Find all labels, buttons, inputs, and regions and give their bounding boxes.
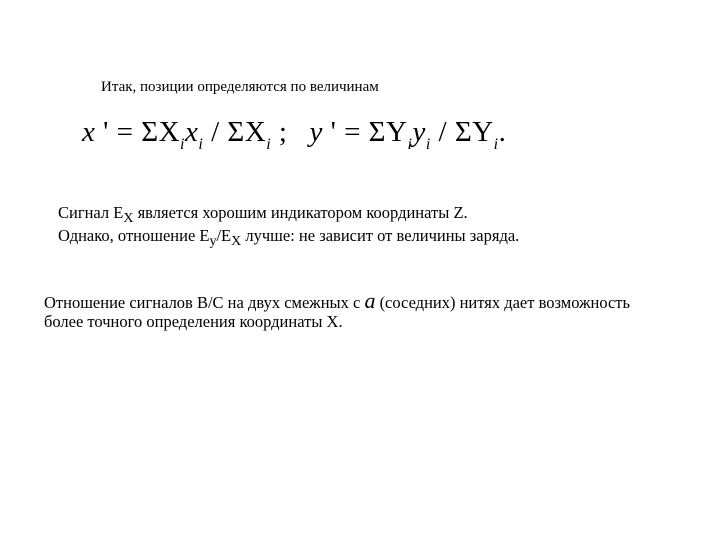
paragraph1-line1 [58,203,468,226]
position-formula [82,116,507,153]
formula-sub-i-3: i [266,136,272,153]
formula-y-mid: y [412,116,426,148]
formula-y-lhs: y [309,116,323,148]
p1-l1-sub: X [123,211,134,226]
p1-l2-mid: /E [216,226,232,245]
formula-y-sep: / ΣY [430,116,494,148]
formula-end: . [498,116,507,148]
formula-y-prime-eq: ' = ΣY [322,116,408,148]
formula-x-prime-eq: ' = ΣX [95,116,181,148]
p1-l2-pre: Однако, отношение E [58,226,210,245]
p2-l1-pre: Отношение сигналов B/C на двух смежных с [44,293,365,312]
formula-x-lhs: x [82,116,96,148]
paragraph2-line1 [44,290,630,312]
p1-l2-post: лучше: не зависит от величины заряда. [241,226,520,245]
formula-sub-i-6: i [493,136,499,153]
p2-l1-post: (соседних) нитях дает возможность [375,293,631,312]
formula-sub-i-5: i [425,136,431,153]
formula-x-mid: x [184,116,199,148]
p1-l2-sub2: X [231,234,242,249]
p1-l1-post: является хорошим индикатором координаты Z. [133,203,468,222]
formula-x-sep: / ΣX [203,116,267,148]
intro-text: Итак, позиции определяются по величинам [101,79,379,95]
p2-l1-a: a [364,288,376,313]
p1-l2-sub1: y [209,234,217,249]
formula-semicolon: ; [271,116,288,148]
formula-sub-i-2: i [198,136,204,153]
formula-sub-i-4: i [407,136,413,153]
formula-sub-i-1: i [180,136,185,153]
p1-l1-pre: Сигнал E [58,203,124,222]
paragraph2-line2: более точного определения координаты X. [44,312,343,331]
paragraph1-line2 [58,226,520,249]
